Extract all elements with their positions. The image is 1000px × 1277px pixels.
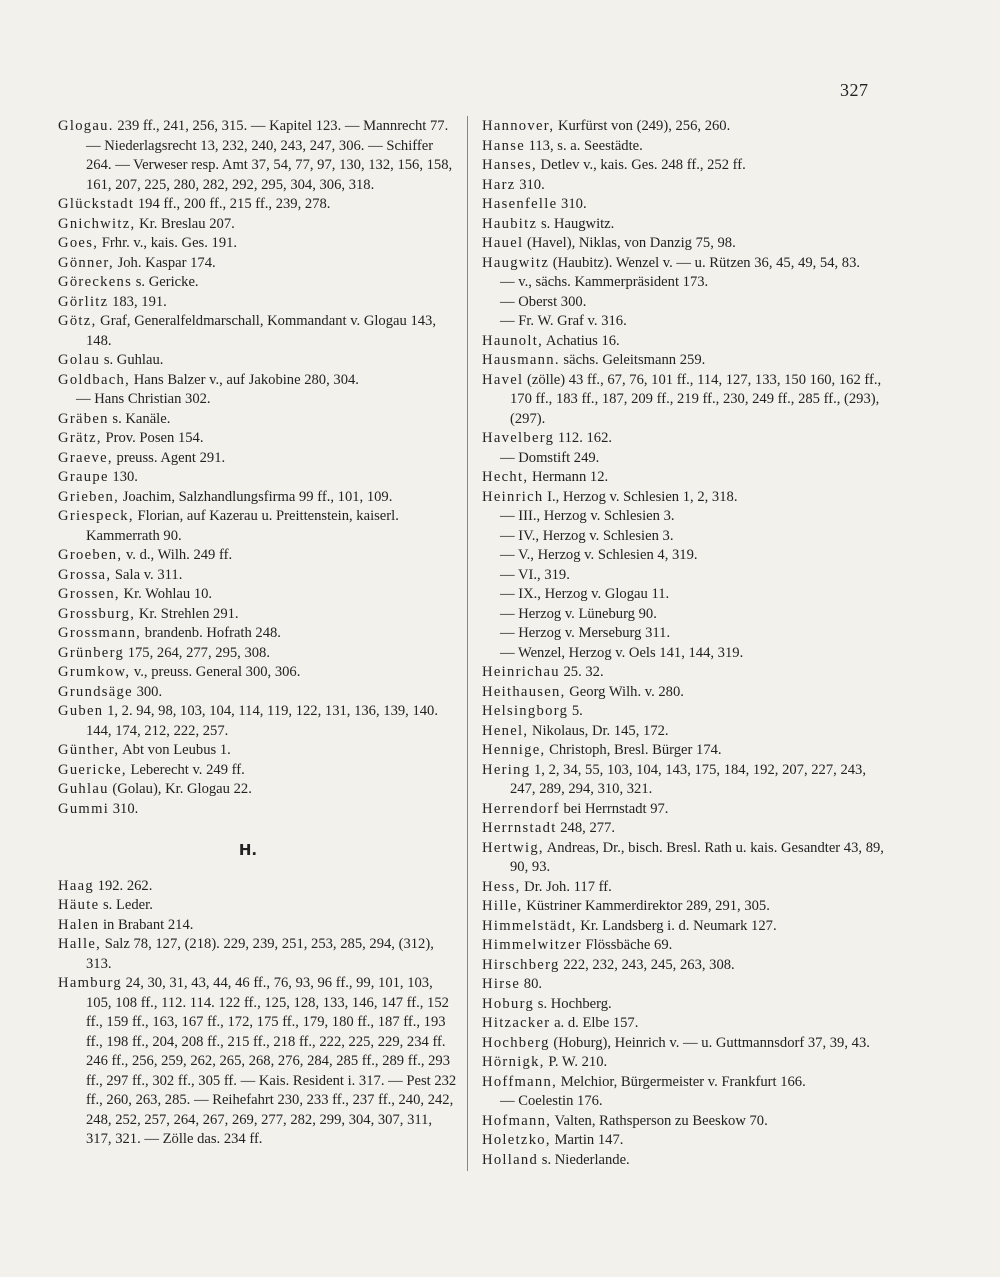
entry-keyword: Himmelstädt, — [482, 917, 577, 934]
index-entry — [482, 741, 884, 761]
entry-keyword: Grünberg — [58, 644, 125, 661]
subentry-text: — VI., 319. — [500, 566, 570, 583]
entry-references: 25. 32. — [559, 664, 604, 680]
index-subentry — [482, 585, 884, 605]
index-entry — [482, 234, 884, 254]
index-subentry — [482, 546, 884, 566]
column-divider — [467, 116, 468, 1171]
entry-references: (Haubitz). Wenzel v. — u. Rützen 36, 45, 49, 54, 83. — [549, 254, 861, 271]
entry-references: Valten, Rathsperson zu Beeskow 70. — [551, 1112, 768, 1129]
index-entry — [482, 1014, 884, 1034]
index-subentry — [482, 644, 884, 664]
entry-references: 112. 162. — [554, 430, 613, 446]
entry-keyword: Holland — [482, 1151, 539, 1168]
entry-keyword: Griespeck, — [58, 508, 134, 524]
index-entry — [482, 878, 884, 898]
section-heading-h: H. — [238, 841, 258, 859]
index-entry — [482, 468, 884, 488]
entry-references: s. Niederlande. — [538, 1151, 630, 1168]
entry-references: brandenb. Hofrath 248. — [141, 625, 281, 641]
entry-keyword: Halle, — [58, 936, 102, 952]
entry-keyword: Haunolt, — [482, 332, 544, 349]
entry-references: 248, 277. — [556, 820, 615, 836]
index-entry — [482, 819, 884, 839]
subentry-text: — Hans Christian 302. — [76, 391, 211, 407]
entry-references: Martin 147. — [550, 1132, 624, 1148]
subentry-text: — IX., Herzog v. Glogau 11. — [500, 586, 670, 602]
entry-references: Frhr. v., kais. Ges. 191. — [98, 235, 238, 251]
entry-keyword: Glückstadt — [58, 196, 135, 212]
entry-references: Achatius 16. — [543, 332, 620, 349]
entry-keyword: Grätz, — [58, 430, 102, 446]
entry-references: (Golau), Kr. Glogau 22. — [108, 781, 252, 797]
index-list-g — [58, 117, 458, 819]
index-entry — [482, 917, 884, 937]
entry-keyword: Herrendorf — [482, 800, 560, 817]
entry-keyword: Grundsäge — [58, 683, 133, 700]
index-entry — [58, 683, 458, 703]
index-subentry — [58, 390, 458, 410]
index-entry — [482, 137, 884, 157]
entry-keyword: Hausmann. — [482, 352, 560, 368]
index-entry — [58, 896, 458, 916]
entry-keyword: Hofmann, — [482, 1112, 552, 1129]
entry-keyword: Hannover, — [482, 118, 555, 134]
entry-keyword: Hochberg — [482, 1034, 550, 1051]
entry-keyword: Hamburg — [58, 975, 122, 991]
entry-keyword: Guhlau — [58, 781, 109, 797]
entry-keyword: Göreckens — [58, 274, 133, 290]
index-entry — [482, 1073, 884, 1093]
entry-references: 239 ff., 241, 256, 315. — Kapitel 123. — Mannrecht 77. — Niederlagsrecht 13, 232, 240, 243, 247, 306. — Schiffer 264. — Verweser resp. Amt 37, 54, 77, 97, 130, 132, 156, 158, 161, 207, 225, 280, 282, 292, 295, 304, 306, 318. — [86, 118, 453, 193]
entry-references: v. d., Wilh. 249 ff. — [122, 547, 233, 563]
entry-references: 5. — [568, 703, 583, 719]
entry-keyword: Hess, — [482, 878, 521, 895]
entry-keyword: Haugwitz — [482, 254, 550, 271]
index-entry — [482, 351, 884, 371]
entry-references: Kr. Landsberg i. d. Neumark 127. — [576, 917, 777, 934]
index-entry — [482, 1053, 884, 1073]
entry-references: preuss. Agent 291. — [112, 449, 226, 466]
index-entry — [58, 488, 458, 508]
index-subentry — [482, 566, 884, 586]
subentry-text: — Fr. W. Graf v. 316. — [500, 313, 627, 329]
entry-keyword: Herrnstadt — [482, 820, 557, 836]
entry-references: 192. 262. — [94, 877, 153, 894]
entry-keyword: Halen — [58, 916, 100, 933]
index-entry — [58, 877, 458, 897]
entry-keyword: Havel — [482, 371, 524, 388]
entry-references: in Brabant 214. — [99, 916, 194, 933]
entry-keyword: Hörnigk, — [482, 1054, 545, 1070]
index-entry — [58, 546, 458, 566]
entry-keyword: Hoburg — [482, 995, 535, 1012]
index-entry — [58, 702, 458, 741]
index-entry — [482, 488, 884, 508]
index-entry — [482, 800, 884, 820]
entry-keyword: Guben — [58, 703, 104, 719]
entry-keyword: Gräben — [58, 410, 109, 427]
entry-references: s. Haugwitz. — [537, 215, 615, 232]
entry-keyword: Grieben, — [58, 488, 120, 505]
entry-references: Flössbäche 69. — [581, 937, 673, 953]
entry-keyword: Harz — [482, 176, 516, 193]
index-entry — [58, 449, 458, 469]
index-entry — [58, 293, 458, 313]
entry-keyword: Hertwig, — [482, 839, 544, 856]
entry-references: 1, 2, 34, 55, 103, 104, 143, 175, 184, 192, 207, 227, 243, 247, 289, 294, 310, 321. — [510, 761, 866, 797]
index-entry — [482, 1112, 884, 1132]
entry-keyword: Hoffmann, — [482, 1073, 558, 1090]
subentry-text: — Herzog v. Lüneburg 90. — [500, 605, 657, 622]
entry-references: Salz 78, 127, (218). 229, 239, 251, 253, 285, 294, (312), 313. — [86, 936, 434, 972]
entry-references: (Havel), Niklas, von Danzig 75, 98. — [523, 235, 736, 251]
entry-keyword: Görlitz — [58, 293, 109, 310]
index-entry — [58, 663, 458, 683]
entry-references: sächs. Geleitsmann 259. — [559, 352, 706, 368]
index-entry — [58, 273, 458, 293]
subentry-text: — IV., Herzog v. Schlesien 3. — [500, 527, 674, 544]
entry-references: Detlev v., kais. Ges. 248 ff., 252 ff. — [536, 157, 746, 173]
index-entry — [58, 254, 458, 274]
right-column — [482, 117, 884, 1170]
entry-references: 194 ff., 200 ff., 215 ff., 239, 278. — [134, 196, 331, 212]
entry-keyword: Grossa, — [58, 566, 112, 583]
index-entry — [482, 702, 884, 722]
index-entry — [58, 507, 458, 546]
entry-keyword: Hille, — [482, 898, 523, 914]
index-subentry — [482, 449, 884, 469]
entry-references: s. Guhlau. — [100, 352, 164, 368]
entry-references: Hermann 12. — [528, 469, 609, 485]
index-entry — [58, 935, 458, 974]
entry-references: Nikolaus, Dr. 145, 172. — [528, 722, 669, 739]
index-entry — [482, 117, 884, 137]
index-entry — [58, 234, 458, 254]
subentry-text: — Wenzel, Herzog v. Oels 141, 144, 319. — [500, 644, 744, 661]
index-entry — [482, 215, 884, 235]
entry-references: s. Kanäle. — [108, 410, 171, 427]
entry-keyword: Gummi — [58, 800, 110, 817]
entry-keyword: Hirschberg — [482, 956, 560, 973]
index-subentry — [482, 273, 884, 293]
entry-keyword: Groeben, — [58, 547, 123, 563]
page-number: 327 — [840, 80, 869, 100]
entry-keyword: Graupe — [58, 469, 109, 485]
index-entry — [482, 663, 884, 683]
entry-keyword: Hecht, — [482, 469, 529, 485]
entry-keyword: Grossburg, — [58, 605, 136, 622]
entry-keyword: Hanses, — [482, 157, 537, 173]
entry-keyword: Henel, — [482, 722, 529, 739]
index-subentry — [482, 507, 884, 527]
entry-keyword: Helsingborg — [482, 703, 569, 719]
entry-keyword: Hennige, — [482, 742, 546, 758]
subentry-text: — v., sächs. Kammerpräsident 173. — [500, 274, 709, 290]
entry-keyword: Häute — [58, 897, 100, 913]
subentry-text: — Oberst 300. — [500, 293, 587, 310]
entry-references: 80. — [520, 976, 543, 992]
entry-keyword: Haubitz — [482, 215, 538, 232]
entry-keyword: Heinrichau — [482, 664, 560, 680]
index-entry — [58, 741, 458, 761]
entry-references: 1, 2. 94, 98, 103, 104, 114, 119, 122, 131, 136, 139, 140. 144, 174, 212, 222, 257. — [86, 703, 438, 739]
index-entry — [482, 371, 884, 430]
index-entry — [58, 468, 458, 488]
entry-references: Georg Wilh. v. 280. — [565, 683, 684, 700]
entry-keyword: Hanse — [482, 137, 525, 154]
index-entry — [482, 683, 884, 703]
entry-references: a. d. Elbe 157. — [550, 1015, 639, 1031]
entry-references: Sala v. 311. — [111, 566, 183, 583]
index-entry — [482, 195, 884, 215]
index-entry — [58, 644, 458, 664]
index-entry — [482, 176, 884, 196]
entry-references: Florian, auf Kazerau u. Preittenstein, kaiserl. Kammerrath 90. — [86, 508, 399, 544]
index-entry — [482, 429, 884, 449]
entry-keyword: Gnichwitz, — [58, 215, 136, 232]
entry-keyword: Guericke, — [58, 761, 127, 778]
entry-references: 222, 232, 243, 245, 263, 308. — [559, 956, 735, 973]
entry-references: 175, 264, 277, 295, 308. — [124, 644, 270, 661]
entry-keyword: Havelberg — [482, 430, 555, 446]
entry-keyword: Heithausen, — [482, 683, 566, 700]
entry-keyword: Holetzko, — [482, 1132, 551, 1148]
entry-keyword: Glogau. — [58, 118, 114, 134]
entry-keyword: Gönner, — [58, 254, 114, 271]
entry-references: I., Herzog v. Schlesien 1, 2, 318. — [543, 488, 738, 505]
index-entry — [482, 897, 884, 917]
entry-references: Kr. Wohlau 10. — [119, 586, 213, 602]
index-entry — [58, 117, 458, 195]
index-subentry — [482, 1092, 884, 1112]
index-entry — [482, 1151, 884, 1171]
entry-references: 310. — [109, 800, 139, 817]
subentry-text: — V., Herzog v. Schlesien 4, 319. — [500, 547, 698, 563]
entry-keyword: Grumkow, — [58, 664, 131, 680]
index-subentry — [482, 605, 884, 625]
index-entry — [482, 332, 884, 352]
index-entry — [58, 624, 458, 644]
entry-references: 300. — [132, 683, 163, 700]
entry-references: s. Leder. — [99, 897, 153, 913]
index-entry — [58, 195, 458, 215]
index-entry — [482, 839, 884, 878]
entry-references: 183, 191. — [108, 293, 167, 310]
entry-references: Graf, Generalfeldmarschall, Kommandant v. Glogau 143, 148. — [86, 313, 436, 349]
entry-references: Küstriner Kammerdirektor 289, 291, 305. — [522, 898, 770, 914]
entry-references: Melchior, Bürgermeister v. Frankfurt 166. — [557, 1073, 806, 1090]
entry-references: 113, s. a. Seestädte. — [524, 137, 643, 154]
entry-keyword: Hirse — [482, 976, 521, 992]
entry-keyword: Hauel — [482, 235, 524, 251]
entry-keyword: Goes, — [58, 235, 99, 251]
index-entry — [482, 722, 884, 742]
entry-references: Joh. Kaspar 174. — [113, 254, 216, 271]
index-entry — [58, 312, 458, 351]
index-entry — [482, 995, 884, 1015]
index-entry — [58, 605, 458, 625]
entry-keyword: Götz, — [58, 313, 97, 329]
entry-references: 310. — [557, 196, 587, 212]
entry-references: s. Gericke. — [132, 274, 199, 290]
index-entry — [482, 975, 884, 995]
entry-references: 24, 30, 31, 43, 44, 46 ff., 76, 93, 96 ff., 99, 101, 103, 105, 108 ff., 112. 114. 122 ff., 125, 128, 133, 146, 147 ff., 152 ff., 159 ff., 163, 167 ff., 172, 175 ff., 179, 180 ff., 187 ff., 193 ff., 198 ff., 204, 208 ff., 215 ff., 218 ff., 222, 225, 229, 234 ff. 246 ff., 256, 259, 262, 265, 268, 276, 284, 285 ff., 289 ff., 293 ff., 297 ff., 302 ff., 305 ff. — Kais. Resident i. 317. — Pest 232 ff., 260, 263, 285. — Reihefahrt 230, 233 ff., 237 ff., 240, 242, 248, 252, 257, 264, 267, 269, 277, 282, 299, 304, 307, 311, 317, 321. — Zölle das. 234 ff. — [86, 975, 457, 1147]
entry-references: (Hoburg), Heinrich v. — u. Guttmannsdorf 37, 39, 43. — [549, 1034, 870, 1051]
index-subentry — [482, 293, 884, 313]
entry-references: Christoph, Bresl. Bürger 174. — [545, 742, 722, 758]
index-entry — [58, 566, 458, 586]
index-entry — [58, 351, 458, 371]
index-entry — [58, 974, 458, 1150]
subentry-text: — Herzog v. Merseburg 311. — [500, 625, 671, 641]
index-entry — [482, 956, 884, 976]
entry-references: Kurfürst von (249), 256, 260. — [554, 118, 731, 134]
entry-references: Dr. Joh. 117 ff. — [520, 878, 612, 895]
subentry-text: — III., Herzog v. Schlesien 3. — [500, 508, 675, 524]
entry-references: 130. — [108, 469, 138, 485]
index-entry — [58, 429, 458, 449]
entry-references: Joachim, Salzhandlungsfirma 99 ff., 101, 109. — [119, 488, 393, 505]
index-list-h — [58, 877, 458, 1150]
entry-references: Abt von Leubus 1. — [119, 742, 231, 758]
index-entry — [482, 761, 884, 800]
entry-keyword: Heinrich — [482, 488, 544, 505]
entry-references: Prov. Posen 154. — [101, 430, 204, 446]
index-subentry — [482, 312, 884, 332]
entry-references: Kr. Breslau 207. — [135, 215, 235, 232]
index-entry — [58, 371, 458, 391]
subentry-text: — Coelestin 176. — [500, 1093, 603, 1109]
entry-keyword: Grossmann, — [58, 625, 142, 641]
entry-keyword: Haag — [58, 877, 94, 894]
entry-references: Leberecht v. 249 ff. — [126, 761, 245, 778]
entry-keyword: Himmelwitzer — [482, 937, 582, 953]
index-entry — [482, 936, 884, 956]
entry-references: (zölle) 43 ff., 67, 76, 101 ff., 114, 127, 133, 150 160, 162 ff., 170 ff., 183 ff., 187, 209 ff., 219 ff., 230, 249 ff., 285 ff., (293), (297). — [510, 371, 882, 427]
subentry-text: — Domstift 249. — [500, 449, 600, 466]
index-entry — [482, 1034, 884, 1054]
entry-keyword: Günther, — [58, 742, 120, 758]
index-entry — [58, 761, 458, 781]
index-entry — [58, 585, 458, 605]
index-entry — [58, 916, 458, 936]
entry-references: 310. — [515, 176, 545, 193]
entry-keyword: Grossen, — [58, 586, 120, 602]
entry-references: Andreas, Dr., bisch. Bresl. Rath u. kais. Gesandter 43, 89, 90, 93. — [510, 839, 884, 875]
entry-references: v., preuss. General 300, 306. — [130, 664, 301, 680]
index-subentry — [482, 527, 884, 547]
entry-keyword: Goldbach, — [58, 371, 131, 388]
index-entry — [58, 215, 458, 235]
entry-references: Kr. Strehlen 291. — [135, 605, 239, 622]
index-subentry — [482, 624, 884, 644]
entry-references: bei Herrnstadt 97. — [559, 800, 669, 817]
entry-keyword: Hering — [482, 761, 531, 778]
entry-references: P. W. 210. — [544, 1054, 608, 1070]
entry-references: s. Hochberg. — [534, 995, 612, 1012]
entry-keyword: Hitzacker — [482, 1015, 551, 1031]
index-entry — [58, 410, 458, 430]
index-entry — [58, 800, 458, 820]
index-entry — [482, 156, 884, 176]
index-entry — [58, 780, 458, 800]
entry-keyword: Graeve, — [58, 449, 113, 466]
entry-references: Hans Balzer v., auf Jakobine 280, 304. — [130, 371, 359, 388]
left-column — [58, 117, 458, 1150]
entry-keyword: Golau — [58, 352, 101, 368]
entry-keyword: Hasenfelle — [482, 196, 558, 212]
index-entry — [482, 254, 884, 274]
index-entry — [482, 1131, 884, 1151]
index-list-h-continued — [482, 117, 884, 1170]
